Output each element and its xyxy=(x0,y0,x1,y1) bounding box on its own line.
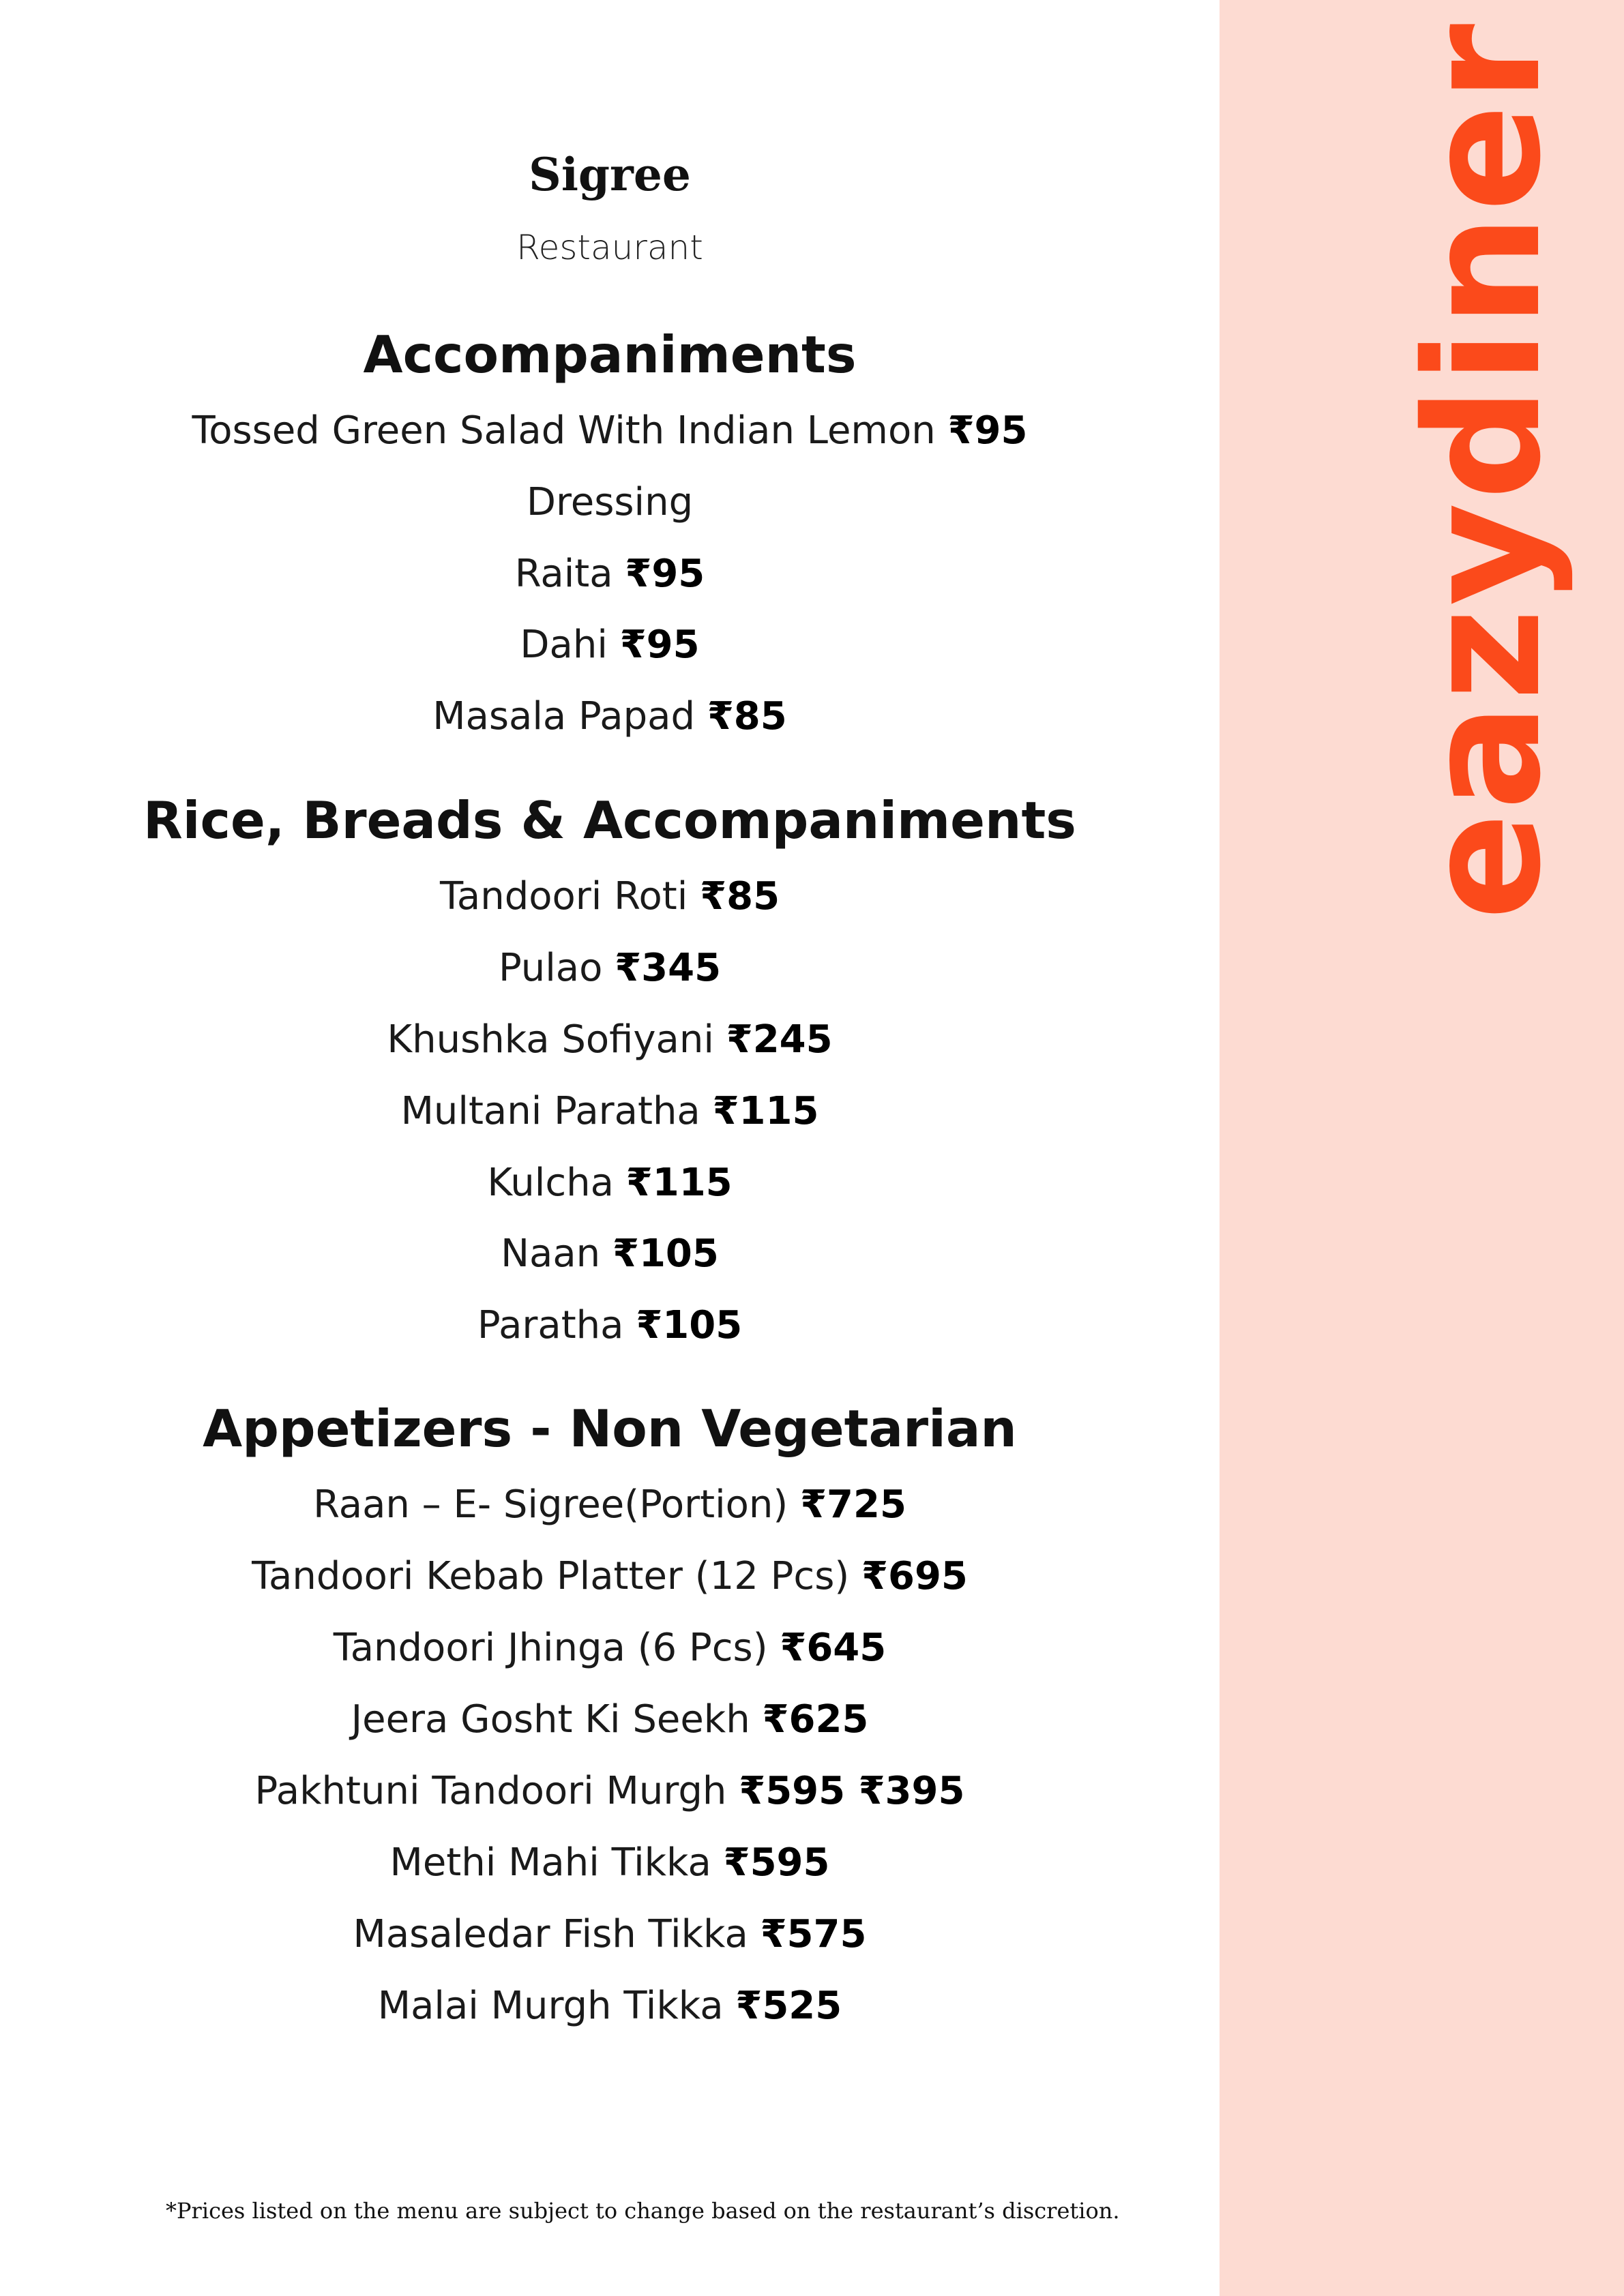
item-price: ₹115 xyxy=(712,1089,819,1133)
item-name: Dressing xyxy=(526,480,694,524)
item-price: ₹525 xyxy=(735,1984,842,2028)
item-price: ₹85 xyxy=(700,874,780,919)
menu-item xyxy=(0,1979,1220,2033)
item-price: ₹95 xyxy=(625,552,705,596)
section-title-appetizers-non-veg: Appetizers - Non Vegetarian xyxy=(203,1399,1017,1459)
menu-item xyxy=(0,941,1220,996)
menu-item xyxy=(0,547,1220,601)
menu-item xyxy=(0,1764,1220,1819)
price-disclaimer: *Prices listed on the menu are subject to change based on the restaurant’s discretion. xyxy=(166,2198,1120,2224)
item-name: Khushka Sofiyani xyxy=(387,1017,714,1062)
item-name: Kulcha xyxy=(487,1161,614,1205)
item-price: ₹345 xyxy=(615,946,722,990)
menu-item xyxy=(0,618,1220,672)
item-price: ₹95 xyxy=(619,623,700,667)
item-price: ₹85 xyxy=(707,694,787,739)
item-name: Multani Paratha xyxy=(400,1089,700,1133)
menu-item xyxy=(0,869,1220,924)
item-name: Masala Papad xyxy=(432,694,696,739)
menu-item xyxy=(0,1227,1220,1281)
section-title-accompaniments: Accompaniments xyxy=(363,325,857,385)
item-price: ₹695 xyxy=(861,1554,968,1598)
menu-item xyxy=(0,1298,1220,1353)
item-price: ₹95 xyxy=(947,408,1028,453)
menu-item xyxy=(0,689,1220,744)
restaurant-name: Sigree xyxy=(529,148,691,201)
item-price: ₹595 ₹395 xyxy=(739,1769,965,1813)
item-name: Masaledar Fish Tikka xyxy=(353,1912,748,1956)
menu-item xyxy=(0,1013,1220,1067)
menu-item xyxy=(0,1836,1220,1890)
item-price: ₹645 xyxy=(780,1626,887,1670)
item-name: Malai Murgh Tikka xyxy=(377,1984,724,2028)
item-name: Raita xyxy=(514,552,613,596)
item-name: Pakhtuni Tandoori Murgh xyxy=(254,1769,727,1813)
item-name: Dahi xyxy=(520,623,608,667)
item-price: ₹595 xyxy=(723,1840,830,1885)
item-name: Jeera Gosht Ki Seekh xyxy=(351,1697,750,1742)
item-name: Tandoori Jhinga (6 Pcs) xyxy=(333,1626,768,1670)
eazydiner-logo: eazydiner xyxy=(1391,20,1576,921)
item-price: ₹245 xyxy=(726,1017,833,1062)
item-price: ₹105 xyxy=(612,1232,719,1276)
item-price: ₹105 xyxy=(636,1303,743,1347)
item-name: Methi Mahi Tikka xyxy=(389,1840,711,1885)
item-price: ₹575 xyxy=(760,1912,867,1956)
menu-item xyxy=(0,475,1220,530)
menu-item xyxy=(0,1549,1220,1604)
menu-item xyxy=(0,1621,1220,1675)
item-name: Pulao xyxy=(498,946,603,990)
item-price: ₹115 xyxy=(625,1161,733,1205)
item-name: Raan – E- Sigree(Portion) xyxy=(313,1482,788,1527)
menu-item xyxy=(0,1693,1220,1747)
section-title-rice-breads: Rice, Breads & Accompaniments xyxy=(143,790,1076,850)
menu-item xyxy=(0,1907,1220,1962)
item-price: ₹725 xyxy=(800,1482,906,1527)
menu-item xyxy=(0,1478,1220,1532)
item-name: Paratha xyxy=(477,1303,624,1347)
item-name: Naan xyxy=(501,1232,601,1276)
menu-item xyxy=(0,404,1220,458)
menu-item xyxy=(0,1084,1220,1139)
menu-item xyxy=(0,1156,1220,1210)
item-name: Tandoori Roti xyxy=(439,874,688,919)
item-name: Tossed Green Salad With Indian Lemon xyxy=(192,408,936,453)
item-price: ₹625 xyxy=(762,1697,869,1742)
item-name: Tandoori Kebab Platter (12 Pcs) xyxy=(252,1554,850,1598)
restaurant-type: Restaurant xyxy=(516,228,703,267)
